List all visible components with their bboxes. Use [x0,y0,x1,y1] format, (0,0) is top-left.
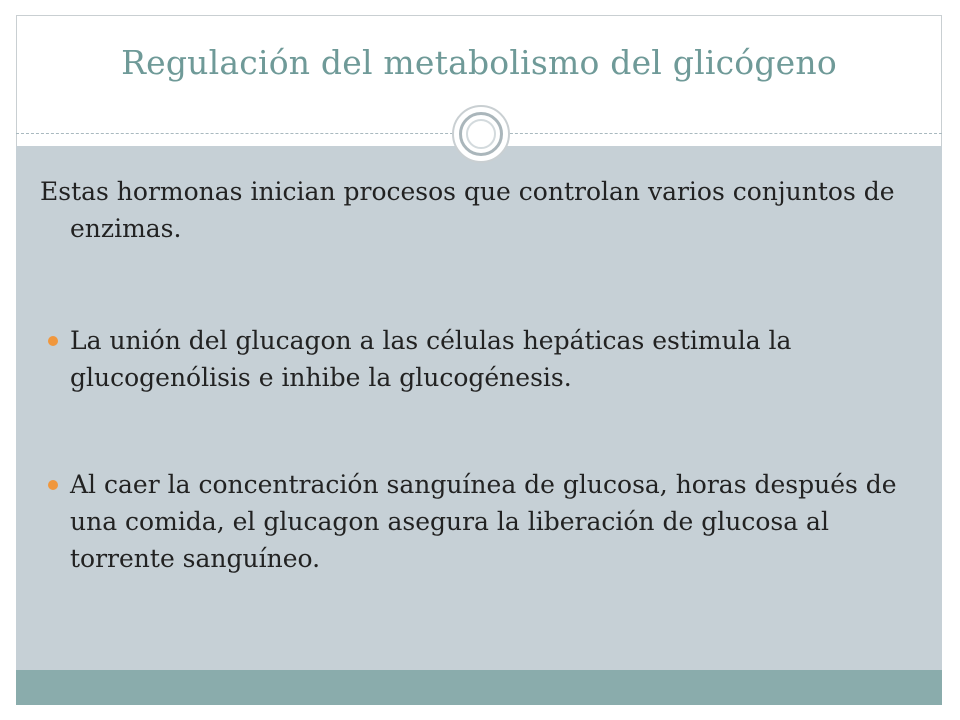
circle-ornament-icon [452,105,510,163]
bullet-text-1: La unión del glucagon a las células hepáticas estimula la glucogenólisis e inhibe la glucogénesis. [70,326,792,392]
intro-paragraph: Estas hormonas inician procesos que controlan varios conjuntos de enzimas. [40,177,895,243]
bullet-dot-icon [48,336,58,346]
slide-title: Regulación del metabolismo del glicógeno [121,43,837,82]
bullet-dot-icon [48,480,58,490]
circle-ornament-core [466,119,496,149]
footer-band [16,670,942,705]
bullet-text-2: Al caer la concentración sanguínea de glucosa, horas después de una comida, el glucagon asegura la liberación de glucosa al torrente sanguíneo. [70,470,897,573]
circle-ornament-inner [459,112,503,156]
